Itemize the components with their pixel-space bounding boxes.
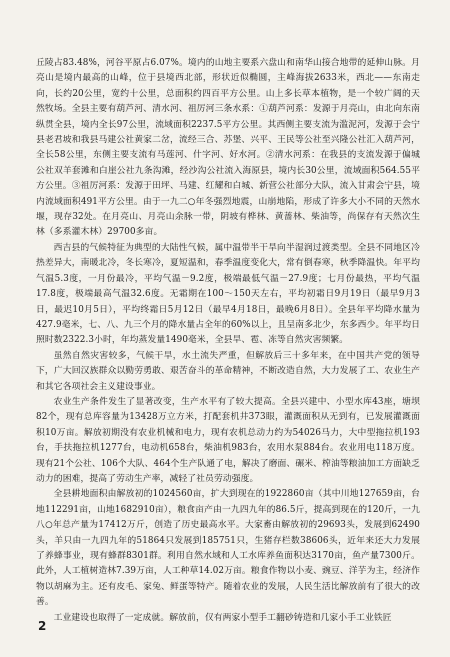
paragraph-geography: 丘陵占83.48%，河谷平原占6.07%。境内的山地主要系六盘山和南华山接合地带的延伸山脉。月亮山是境内最高的山峰，位于县境西北部，形状近似椭圆，主峰海拔2633米，西北——东南走向，长约20公里，宽约十公里，总面积约四百平方公里。山上多长草本植物，是一个较广阔的天然牧场。全县主要有葫芦河、清水河、祖厉河三条水系：①葫芦河系：发源于月亮山，由北向东南纵贯全县，境内全长97公里，流域面积2237.5平方公里。其西侧主要支流为滥泥河，发源于会宁县老君坡和我县马建公社黄家二岔，流经三合、苏堡、兴平、王民等公社至兴隆公社汇入葫芦河，全长58公里，东侧主要支流有马莲河、什字河、好水河。②清水河系：在我县的支流发源于偏城公社双羊套滩和白崖公社九条沟滩，经沙沟公社流入海原县，境内长30公里，流域面积564.55平方公里。③祖厉河系：发源于田坪、马建、红耀和白城、新营公社部分大队，流入甘肃会宁县，境内流域面积491平方公里。由于一九二○年冬强烈地震，山崩地陷，形成了许多大小不同的天然水堰，现存32处。在月亮山、月亮山余脉一带，阴坡有桦林、黄蔷林、柴油等，尚保存有天然次生林（多系灌木林）29700多亩。 [36,58,420,238]
paragraph-climate: 西吉县的气候特征为典型的大陆性气候，属中温带半干旱向半湿润过渡类型。全县不同地区冷热差异大，南暖北冷，冬长寒冷，夏短温和，春季温度变化大，常有倒春寒，秋季降温快。年平均气温5.3度，一月份最冷，平均气温－9.2度，极端最低气温－27.9度；七月份最热，平均气温17.8度，极端最高气温32.6度。无霜期在100～150天左右，平均初霜日9月19日（最早9月3日，最迟10月5日），平均终霜日5月12日（最早4月18日，最晚6月8日）。全县年平均降水量为427.9毫米，七、八、九三个月的降水量占全年的60%以上，且呈南多北少，东多西少。年平均日照时数2322.3小时，年均蒸发量1490毫米，全县旱、雹、冻等自然灾害频繁。 [36,242,420,346]
paragraph-agriculture-conditions: 农业生产条件发生了显著改变，生产水平有了较大提高。全县兴建中、小型水库43座，塘坝82个，现有总库容量为13428万立方米，打配套机井373眼，灌溉面积从无到有，已发展灌溉面积10万亩。解放初期没有农业机械和电力，现有农机总动力约为54026马力，大中型拖拉机193台，手扶拖拉机1277台，电动机658台，柴油机983台，农用水泵884台。农业用电118万度。现有21个公社、106个大队、464个生产队通了电，解决了磨面、碾米、榨油等粮油加工方面缺乏动力的困难，提高了劳动生产率，减轻了社员劳动强度。 [36,396,420,484]
page-number: 2 [38,619,47,633]
paragraph-farmland-livestock: 全县耕地面积由解放初的1024560亩，扩大到现在的1922860亩（其中川地127659亩，台地112291亩，山地1682910亩），粮食亩产由一九四九年的86.5斤，提高到现在的120斤，一九八○年总产量为17412万斤，创造了历史最高水平。大家畜由解放初的29693头，发展到62490头，羊只由一九四九年的51864只发展到185751只，生猪存栏数38606头，近年来还大力发展了养蜂事业，现有蜂群8301群。利用自然水域和人工水库养鱼面积达3170亩，鱼产量7300斤。此外，人工植树造林7.39万亩，人工种草14.02万亩。粮食作物以小麦、豌豆、洋芋为主，经济作物以胡麻为主。还有皮毛、家兔、鲜蛋等特产。随着农业的发展，人民生活比解放前有了很大的改善。 [36,489,420,608]
body-text [36,56,420,626]
paragraph-industry: 工业建设也取得了一定成就。解放前，仅有两家小型手工翻砂铸造和几家小手工业铁匠 [53,612,392,623]
paragraph-development: 虽然自然灾害较多，气候干旱，水土流失严重，但解放后三十多年来，在中国共产党的领导下，广大回汉族群众以勤劳勇敢、艰苦奋斗的革命精神，不断改造自然，大力发展了工、农业生产和其它各项社会主义建设事业。 [36,350,420,392]
